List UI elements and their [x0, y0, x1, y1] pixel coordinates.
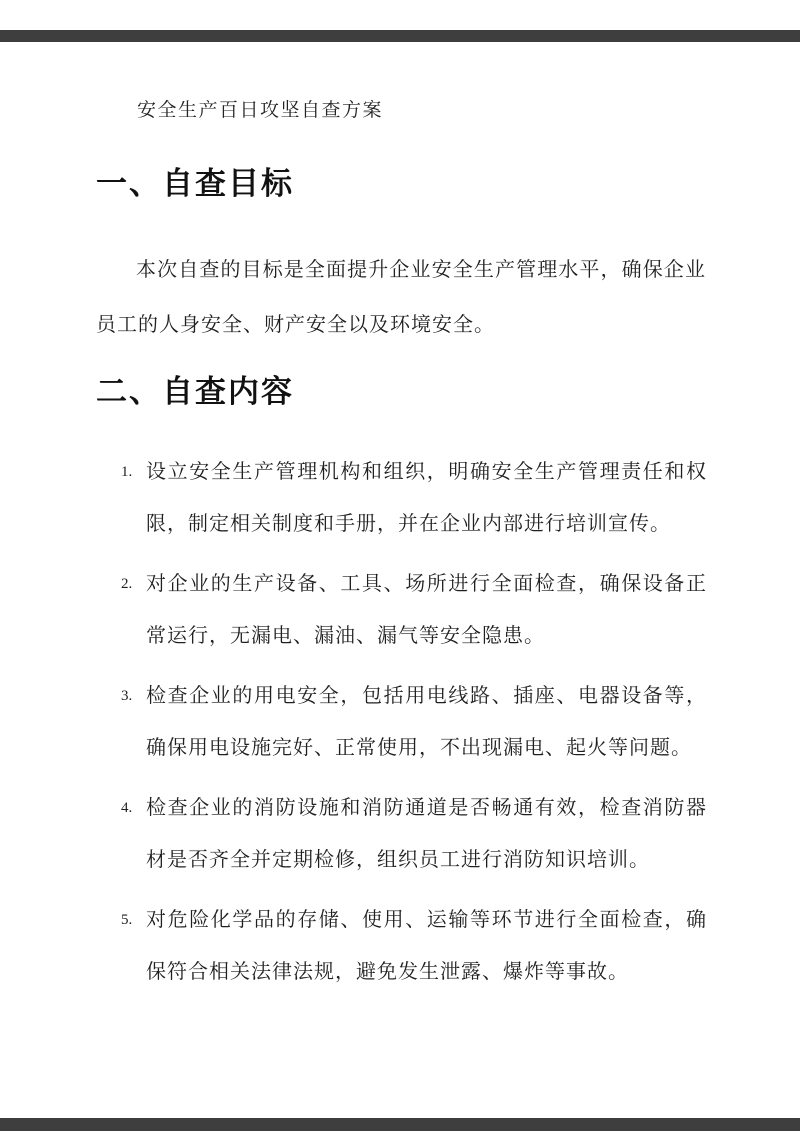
list-item-number: 2.: [121, 576, 133, 592]
list-item-text: 检查企业的用电安全，包括用电线路、插座、电器设备等，确保用电设施完好、正常使用，不出现漏电、起火等问题。: [146, 685, 707, 759]
page-bottom-edge: [0, 1118, 800, 1131]
list-item-text: 设立安全生产管理机构和组织，明确安全生产管理责任和权限，制定相关制度和手册，并在企业内部进行培训宣传。: [146, 461, 707, 535]
list-item-number: 3.: [121, 688, 133, 704]
list-item-3: [121, 670, 707, 774]
list-item-1: [121, 446, 707, 550]
list-item-4: [121, 782, 707, 886]
list-item-text: 检查企业的消防设施和消防通道是否畅通有效，检查消防器材是否齐全并定期检修，组织员工进行消防知识培训。: [146, 797, 707, 871]
document-title: 安全生产百日攻坚自查方案: [137, 100, 384, 121]
inspection-list: [121, 446, 707, 1006]
section-heading-goals: 一、自查目标: [96, 166, 294, 201]
list-item-2: [121, 558, 707, 662]
page-top-edge: [0, 30, 800, 42]
list-item-text: 对危险化学品的存储、使用、运输等环节进行全面检查，确保符合相关法律法规，避免发生泄露、爆炸等事故。: [146, 909, 707, 983]
list-item-number: 4.: [121, 800, 133, 816]
list-item-number: 5.: [121, 912, 133, 928]
list-item-number: 1.: [121, 464, 133, 480]
goals-paragraph: 本次自查的目标是全面提升企业安全生产管理水平，确保企业员工的人身安全、财产安全以及环境安全。: [96, 259, 706, 336]
list-item-5: [121, 894, 707, 998]
list-item-text: 对企业的生产设备、工具、场所进行全面检查，确保设备正常运行，无漏电、漏油、漏气等安全隐患。: [146, 573, 707, 647]
section-heading-content: 二、自查内容: [96, 374, 294, 409]
